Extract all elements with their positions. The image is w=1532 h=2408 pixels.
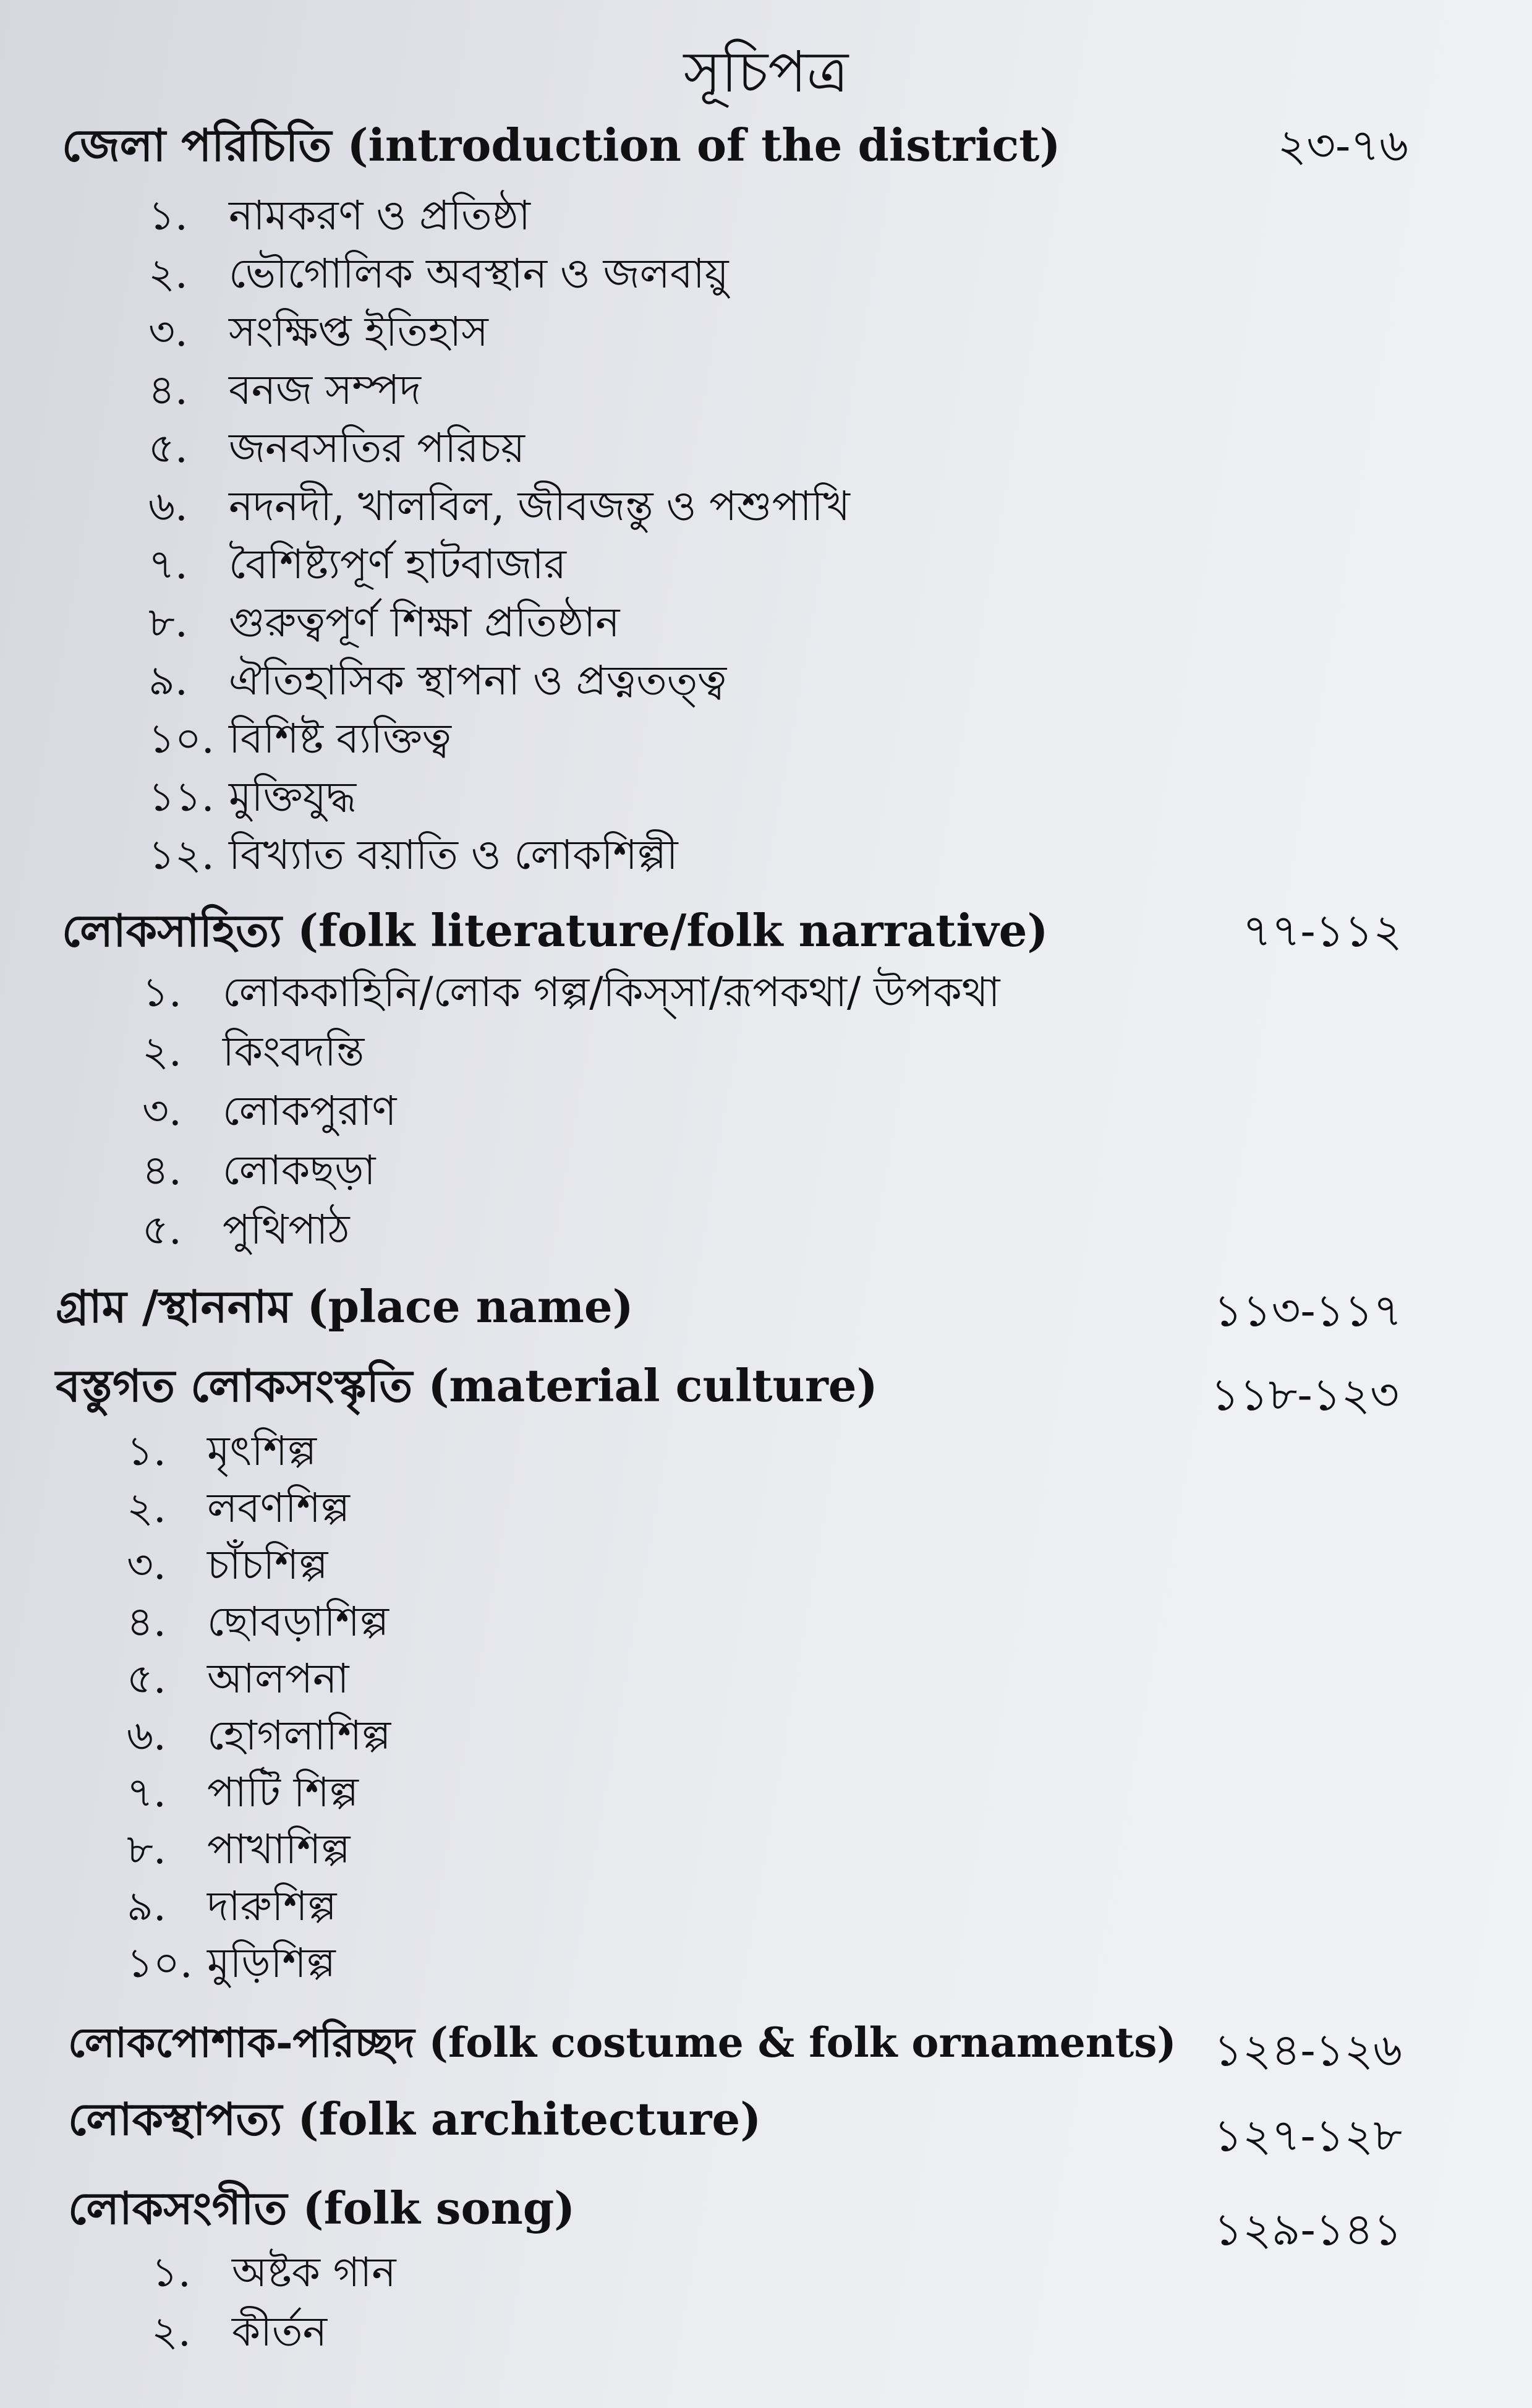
item-number: ৭. xyxy=(148,540,188,588)
item-number: ১. xyxy=(142,968,182,1016)
item-label: মুক্তিযুদ্ধ xyxy=(229,773,357,821)
list-item xyxy=(148,189,530,242)
list-item xyxy=(148,305,488,359)
item-label: অষ্টক গান xyxy=(232,2248,396,2296)
list-item xyxy=(142,1144,376,1197)
item-label: মৃৎশিল্প xyxy=(207,1427,317,1475)
list-item xyxy=(148,480,850,533)
section-heading-folk-song: লোকসংগীত (folk song) xyxy=(68,2182,576,2234)
item-label: নামকরণ ও প্রতিষ্ঠা xyxy=(229,192,530,239)
list-item xyxy=(127,1425,317,1478)
item-label: মুড়িশিল্প xyxy=(207,1939,336,1987)
section-heading-folk-architecture: লোকস্থাপত্য (folk architecture) xyxy=(68,2093,762,2145)
item-number: ২. xyxy=(148,250,188,297)
item-label: হোগলাশিল্প xyxy=(207,1712,391,1759)
item-number: ৪. xyxy=(142,1146,182,1194)
item-label: লবণশিল্প xyxy=(207,1484,350,1532)
item-number: ২. xyxy=(151,2308,191,2355)
item-number: ১১. xyxy=(148,773,215,821)
list-item xyxy=(148,538,566,591)
section-pages-place-name: ১১৩-১১৭ xyxy=(1214,1284,1402,1336)
item-number: ১০. xyxy=(127,1939,193,1987)
list-item xyxy=(127,1766,359,1819)
list-item xyxy=(148,771,356,824)
section-pages-material-culture: ১১৮-১২৩ xyxy=(1211,1368,1399,1420)
list-item xyxy=(127,1482,350,1535)
item-label: বৈশিষ্ট্যপূর্ণ হাটবাজার xyxy=(229,540,566,588)
list-item xyxy=(127,1823,350,1876)
item-label: বিখ্যাত বয়াতি ও লোকশিল্পী xyxy=(229,831,678,879)
item-number: ৯. xyxy=(127,1882,166,1930)
section-heading-folk-costume: লোকপোশাক-পরিচ্ছদ (folk costume & folk ornaments) xyxy=(68,2018,1177,2067)
item-number: ৭. xyxy=(127,1769,166,1816)
item-label: ছোবড়াশিল্প xyxy=(207,1598,389,1646)
item-label: পুথিপাঠ xyxy=(223,1206,350,1253)
section-pages-folk-architecture: ১২৭-১২৮ xyxy=(1214,2109,1402,2161)
list-item xyxy=(142,1203,350,1257)
item-number: ১. xyxy=(151,2248,191,2296)
item-label: বনজ সম্পদ xyxy=(229,366,421,414)
list-item xyxy=(148,247,729,301)
list-item xyxy=(148,654,726,707)
list-item xyxy=(127,1595,389,1649)
item-number: ৩. xyxy=(127,1541,166,1589)
item-label: সংক্ষিপ্ত ইতিহাস xyxy=(229,308,488,356)
item-label: দারুশিল্প xyxy=(207,1882,337,1930)
section-pages-folk-literature: ৭৭-১১২ xyxy=(1242,905,1402,957)
item-label: কিংবদন্তি xyxy=(223,1028,365,1075)
item-label: পাটি শিল্প xyxy=(207,1769,359,1816)
item-number: ৫. xyxy=(142,1206,182,1253)
item-label: লোকপুরাণ xyxy=(223,1087,397,1135)
item-number: ৪. xyxy=(148,366,188,414)
list-item xyxy=(127,1937,336,1990)
section-pages-folk-costume: ১২৪-১২৬ xyxy=(1214,2024,1402,2076)
list-item xyxy=(148,829,678,882)
item-label: ভৌগোলিক অবস্থান ও জলবায়ু xyxy=(229,250,729,297)
item-label: নদনদী, খালবিল, জীবজন্তু ও পশুপাখি xyxy=(229,482,850,530)
item-number: ৩. xyxy=(148,308,188,356)
item-number: ৯. xyxy=(148,657,188,704)
list-item xyxy=(127,1880,337,1933)
item-number: ১. xyxy=(127,1427,166,1475)
item-number: ২. xyxy=(142,1028,182,1075)
list-item xyxy=(127,1709,391,1762)
list-item xyxy=(127,1652,349,1706)
list-item xyxy=(151,2246,396,2299)
list-item xyxy=(142,966,1000,1019)
item-number: ৩. xyxy=(142,1087,182,1135)
list-item xyxy=(148,364,421,417)
list-item xyxy=(127,1539,328,1592)
item-number: ৫. xyxy=(127,1655,166,1702)
item-label: কীর্তন xyxy=(232,2308,327,2355)
list-item xyxy=(142,1085,396,1138)
item-number: ৫. xyxy=(148,424,188,472)
item-label: চাঁচশিল্প xyxy=(207,1541,328,1589)
item-number: ২. xyxy=(127,1484,166,1532)
item-number: ৮. xyxy=(127,1825,166,1873)
item-number: ৮. xyxy=(148,599,188,646)
list-item xyxy=(148,712,451,766)
section-pages-folk-song: ১২৯-১৪১ xyxy=(1214,2203,1402,2255)
item-label: গুরুত্বপূর্ণ শিক্ষা প্রতিষ্ঠান xyxy=(229,599,620,646)
item-number: ১. xyxy=(148,192,188,239)
item-number: ১০. xyxy=(148,715,215,762)
item-label: লোকছড়া xyxy=(223,1146,376,1194)
item-number: ৬. xyxy=(148,482,188,530)
section-heading-district: জেলা পরিচিতি (introduction of the district) xyxy=(62,119,1061,171)
section-heading-folk-literature: লোকসাহিত্য (folk literature/folk narrative) xyxy=(62,904,1049,957)
section-heading-place-name: গ্রাম /স্থাননাম (place name) xyxy=(56,1280,634,1333)
page-title: সূচিপত্র xyxy=(683,39,849,105)
list-item xyxy=(148,596,620,649)
section-pages-district: ২৩-৭৬ xyxy=(1277,119,1408,171)
list-item xyxy=(151,2305,327,2359)
item-label: বিশিষ্ট ব্যক্তিত্ব xyxy=(229,715,451,762)
item-label: জনবসতির পরিচয় xyxy=(229,424,525,472)
item-number: ৬. xyxy=(127,1712,166,1759)
item-label: লোককাহিনি/লোক গল্প/কিস্‌সা/রূপকথা/ উপকথা xyxy=(223,968,1000,1016)
section-heading-material-culture: বস্তুগত লোকসংস্কৃতি (material culture) xyxy=(56,1359,878,1412)
item-number: ৪. xyxy=(127,1598,166,1646)
item-label: আলপনা xyxy=(207,1655,349,1702)
item-label: ঐতিহাসিক স্থাপনা ও প্রত্নতত্ত্ব xyxy=(229,657,727,704)
item-label: পাখাশিল্প xyxy=(207,1825,351,1873)
list-item xyxy=(142,1025,364,1078)
list-item xyxy=(148,422,525,475)
item-number: ১২. xyxy=(148,831,215,879)
